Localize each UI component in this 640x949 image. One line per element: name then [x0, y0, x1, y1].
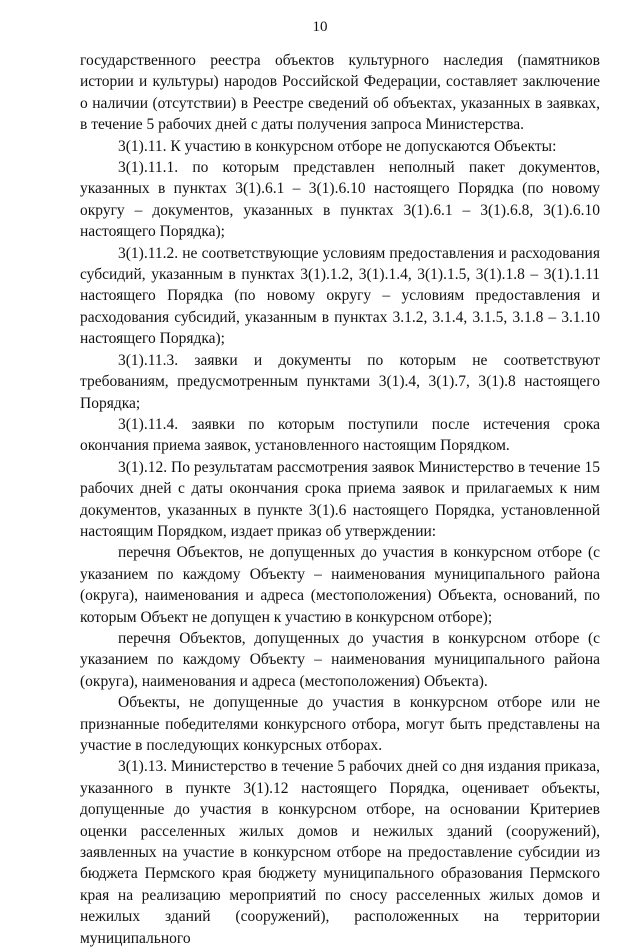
paragraph-clause-3-1-11: 3(1).11. К участию в конкурсном отборе не допускаются Объекты: — [118, 137, 557, 155]
paragraph-continuation: государственного реестра объектов культурного наследия (памятников истории и культуры) народов Российской Федерации, составляет заключение о наличии (отсутствии) в Реестре сведений об объектах, указанных в заявках, в течение 5 рабочих дней с даты получения запроса Министерства. — [80, 52, 600, 134]
paragraph-clause-3-1-11-2: 3(1).11.2. не соответствующие условиям предоставления и расходования субсидий, указанным в пунктах 3(1).1.2, 3(1).1.4, 3(1).1.5, 3(1).1.8 – 3(1).1.11 настоящего Порядка (по новому округу – условиям предоставления и расходования субсидий, указанным в пунктах 3.1.2, 3.1.4, 3.1.5, 3.1.8 – 3.1.10 настоящего Порядка); — [80, 244, 600, 348]
paragraph-list-admitted: перечня Объектов, допущенных до участия в конкурсном отборе (с указанием по каждому Объекту – наименования муниципального района (округа), наименования и адреса (местоположения) Объекта). — [80, 629, 600, 690]
paragraph-clause-3-1-11-1: 3(1).11.1. по которым представлен неполный пакет документов, указанных в пунктах 3(1).6.1 – 3(1).6.10 настоящего Порядка (по новому округу – документов, указанных в пунктах 3(1).6.1 – 3(1).6.8, 3(1).6.10 настоящего Порядка); — [80, 159, 600, 241]
paragraph-objects-resubmission: Объекты, не допущенные до участия в конкурсном отборе или не признанные победителями конкурсного отбора, могут быть представлены на участие в последующих конкурсных отборах. — [80, 694, 600, 754]
paragraph-clause-3-1-11-3: 3(1).11.3. заявки и документы по которым не соответствуют требованиям, предусмотренным пунктами 3(1).4, 3(1).7, 3(1).8 настоящего Порядка; — [80, 351, 600, 412]
paragraph-clause-3-1-13: 3(1).13. Министерство в течение 5 рабочих дней со дня издания приказа, указанного в пункте 3(1).12 настоящего Порядка, оценивает объекты, допущенные до участия в конкурсном отборе, на основании Критериев оценки расселенных жилых домов и нежилых зданий (сооружений), заявленных на участие в конкурсном отборе на предоставление субсидии из бюджета Пермского края бюджету муниципального образования Пермского края на реализацию мероприятий по сносу расселенных жилых домов и нежилых зданий (сооружений), расположенных на территории муниципального — [80, 758, 600, 947]
document-body — [80, 50, 600, 949]
page-number: 10 — [312, 19, 328, 35]
paragraph-clause-3-1-12: 3(1).12. По результатам рассмотрения заявок Министерство в течение 15 рабочих дней с даты окончания срока приема заявок и прилагаемых к ним документов, указанных в пункте 3(1).6 настоящего Порядка, установленной настоящим Порядком, издает приказ об утверждении: — [80, 458, 600, 540]
paragraph-clause-3-1-11-4: 3(1).11.4. заявки по которым поступили после истечения срока окончания приема заявок, установленного настоящим Порядком. — [80, 415, 600, 455]
paragraph-list-not-admitted: перечня Объектов, не допущенных до участия в конкурсном отборе (с указанием по каждому Объекту – наименования муниципального района (округа), наименования и адреса (местоположения) Объекта, оснований, по которым Объект не допущен к участию в конкурсном отборе); — [80, 544, 600, 626]
